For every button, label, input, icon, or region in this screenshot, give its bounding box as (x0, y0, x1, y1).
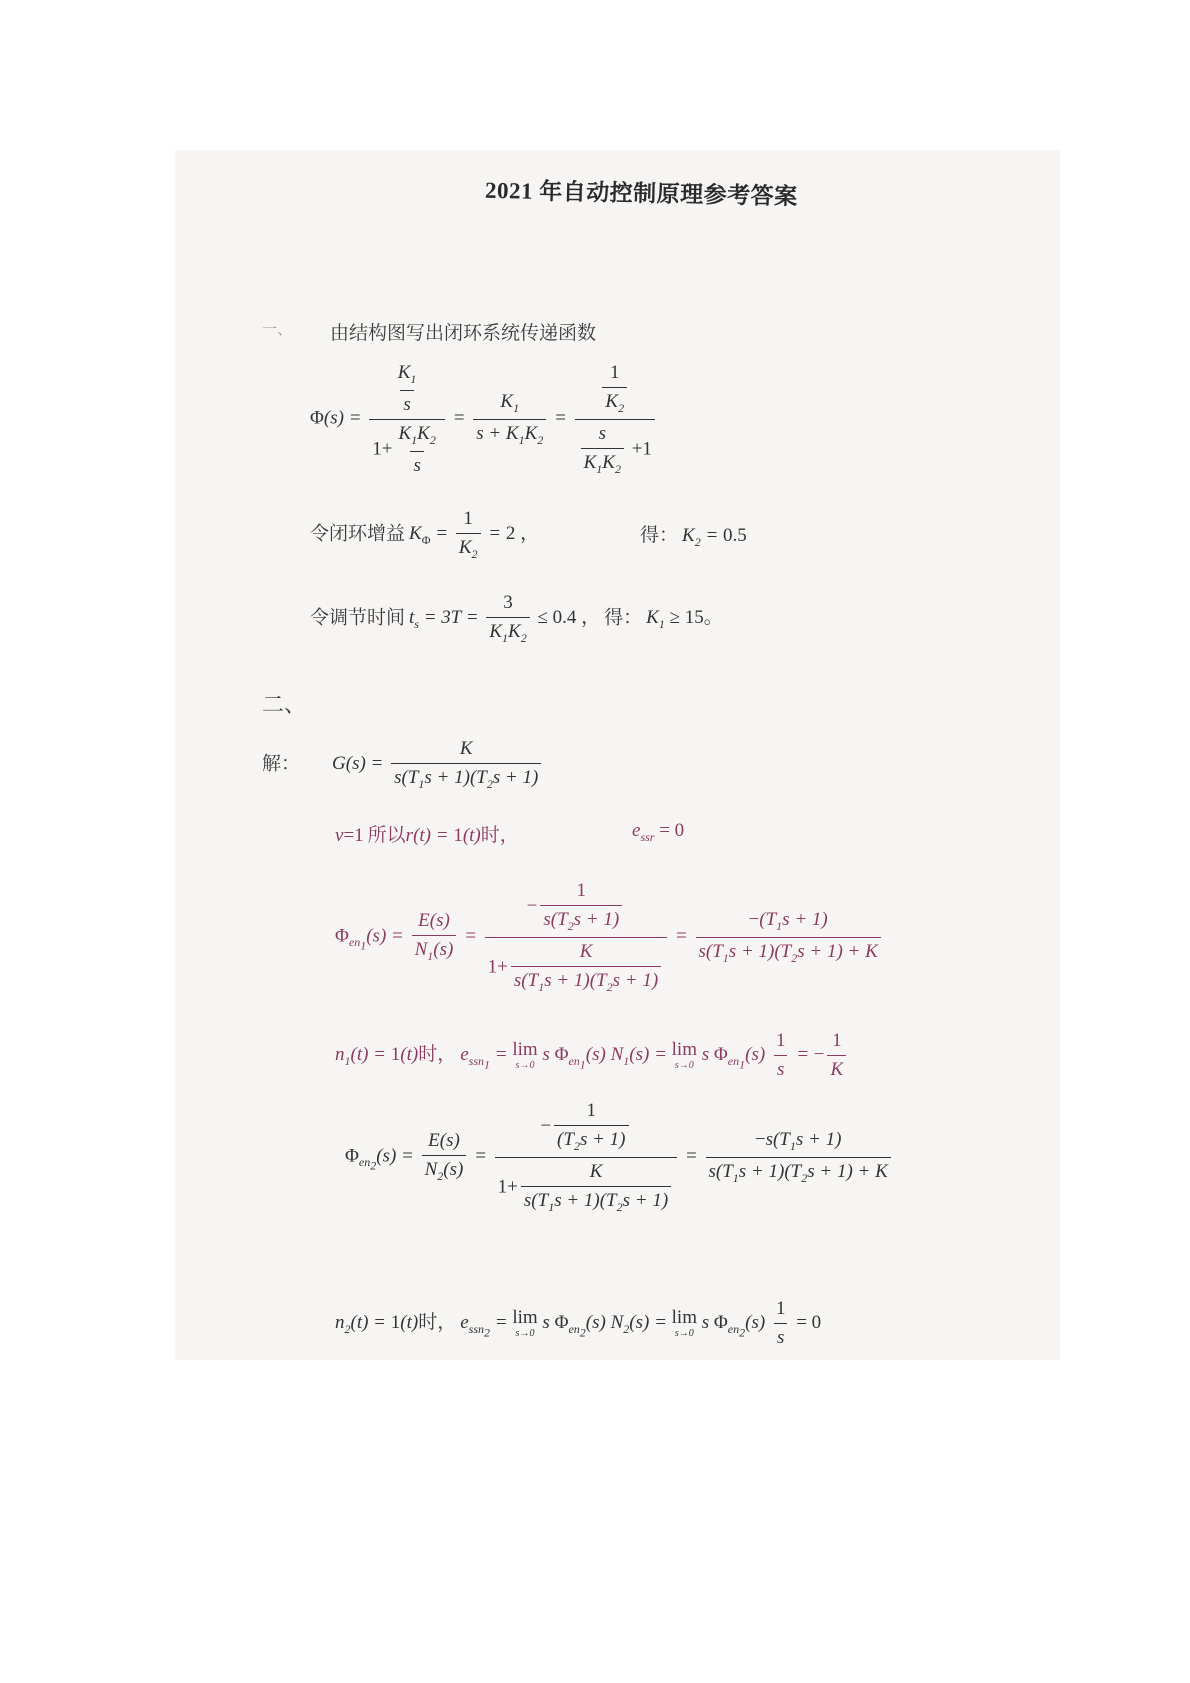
error-transfer-function-n2: $\Phi_{en_2}(s)$ = $\frac{E(s)}{N_2(s)}$ = − $\frac{1}{(T_2s + 1)}$ 1+ $\frac{K}{s(T_1s + 1)(T_2s + 1)}$ = $\frac{-s(T_1s + 1)}{s(T_1s + 1)(T_2s + 1) + K}$ (345, 1100, 894, 1215)
gain-result-line (640, 520, 747, 550)
solve-label: 解： (262, 752, 301, 775)
steady-state-error-r: $e_{ssr} = 0$ (632, 820, 685, 844)
error-transfer-function-n1: $\Phi_{en_1}(s)$ = $\frac{E(s)}{N_1(s)}$ = − $\frac{1}{s(T_2s + 1)}$ 1+ $\frac{K}{s(T_1s + 1)(T_2s + 1)}$ = $\frac{-(T_1s + 1)}{s(T_1s + 1)(T_2s + 1) + K}$ (335, 880, 884, 995)
gain-equation: $K_\Phi$ = $\frac{1}{K_2}$ = 2 ， (409, 508, 540, 561)
section-1-marker: 一、 (262, 320, 293, 338)
shi-text-2: 时， (418, 1042, 457, 1065)
settling-time-line (310, 592, 723, 646)
shi-text-3: 时， (418, 1310, 457, 1333)
time-prefix: 令调节时间 (310, 606, 406, 629)
time-result-value: $K_1 \ge 15$。 (646, 607, 723, 632)
gain-prefix: 令闭环增益 (310, 522, 406, 545)
page-title: 2021 年自动控制原理参考答案 (484, 177, 798, 210)
time-result-label: 得： (604, 606, 643, 629)
closed-loop-gain-line (310, 508, 539, 562)
closed-loop-transfer-function: Φ(s) = $\frac{K_1}{s}$ 1+ $\frac{K_1K_2}{s}$ = $\frac{K_1}{s + K_1K_2}$ = $\frac{1}{K_2}$ $\frac{s}{K_1K_2}$ +1 (310, 362, 658, 477)
section-2-marker: 二、 (262, 693, 307, 718)
settling-time-equation: $t_s = 3T$ = $\frac{3}{K_1K_2}$ ≤ 0.4 ， (409, 592, 601, 645)
n1-steady-state-error: $e_{ssn_1}$ = lim s→0 s $\Phi_{en_1}(s) N_1(s)$ = lim s→0 s $\Phi_{en_1}(s)$ $\frac{1}{s}$ = − $\frac{1}{K}$ (460, 1044, 849, 1065)
suoyi-text: 所以 (367, 824, 406, 846)
n2-error-line: $n_2(t) = 1(t)$时， $e_{ssn_2}$ = lim s→0 s $\Phi_{en_2}(s) N_2(s)$ = lim s→0 s $\Phi_{en_2}(s)$ $\frac{1}{s}$ = 0 (335, 1298, 822, 1348)
gain-result-value: $K_2 = 0.5$ (682, 525, 747, 549)
system-type-line: v=1 所以r(t) = 1(t)时， (335, 824, 519, 846)
open-loop-transfer-function: G(s) = $\frac{K}{s(T_1s + 1)(T_2s + 1)}$ (332, 753, 544, 774)
shi-text-1: 时， (480, 824, 519, 846)
n1-error-line: $n_1(t) = 1(t)$时， $e_{ssn_1}$ = lim s→0 s $\Phi_{en_1}(s) N_1(s)$ = lim s→0 s $\Phi_{en_1}(s)$ $\frac{1}{s}$ = − $\frac{1}{K}$ (335, 1030, 849, 1081)
open-loop-line (262, 738, 544, 792)
gain-result-label: 得： (640, 524, 679, 546)
n2-steady-state-error: $e_{ssn_2}$ = lim s→0 s $\Phi_{en_2}(s) N_2(s)$ = lim s→0 s $\Phi_{en_2}(s)$ $\frac{1}{s}$ = 0 (460, 1298, 822, 1348)
section-1-intro: 由结构图写出闭环系统传递函数 (330, 322, 597, 344)
